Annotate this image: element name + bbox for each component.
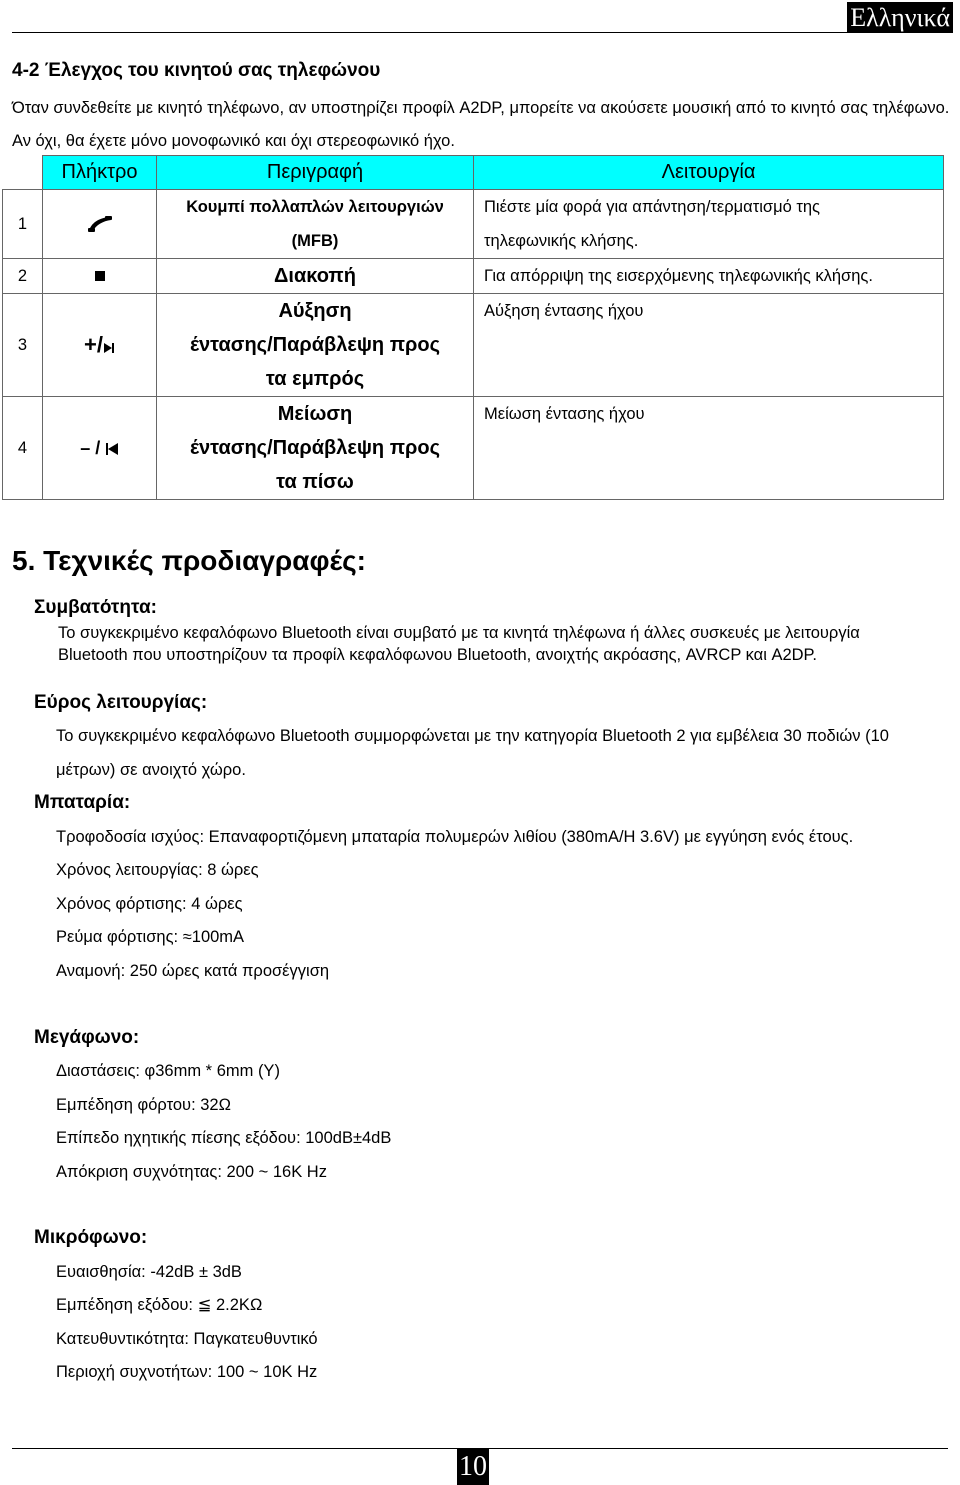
speaker-label: Μεγάφωνο: [34,1027,140,1048]
mic-item: Ευαισθησία: -42dB ± 3dB [56,1263,242,1281]
page-number: 10 [457,1449,489,1485]
row-description-line: Κουμπί πολλαπλών λειτουργιών [186,198,444,216]
section-intro: Όταν συνδεθείτε με κινητό τηλέφωνο, αν υποστηρίζει προφίλ A2DP, μπορείτε να ακούσετε μουσική από το κινητό σας τηλέφωνο. Αν όχι, θα έχετε μόνο μονοφωνικό και όχι στερεοφωνικό ήχο. [12,99,950,150]
row-description-line: (MFB) [291,232,339,250]
battery-item: Χρόνος φόρτισης: 4 ώρες [56,895,243,913]
mic-item: Περιοχή συχνοτήτων: 100 ~ 10K Hz [56,1363,318,1381]
battery-item: Τροφοδοσία ισχύος: Επαναφορτιζόμενη μπαταρία πολυμερών λιθίου (380mA/H 3.6V) με εγγύηση ενός έτους. [56,828,854,846]
range-text: Το συγκεκριμένο κεφαλόφωνο Bluetooth συμμορφώνεται με την κατηγορία Bluetooth 2 για εμβέλεια 30 ποδιών (10 μέτρων) σε ανοιχτό χώρο. [56,727,889,779]
speaker-item: Εμπέδηση φόρτου: 32Ω [56,1096,231,1114]
row-function-line: Πιέστε μία φορά για απάντηση/τερματισμό της [484,198,821,216]
range-label: Εύρος λειτουργίας: [34,692,208,713]
skip-forward-icon [103,338,115,356]
row-icon-text: +/ [84,332,103,357]
table-header-blank [3,156,43,190]
battery-label: Μπαταρία: [34,792,131,813]
section-title: 4-2 Έλεγχος του κινητού σας τηλεφώνου [12,60,381,81]
row-number: 3 [3,294,43,397]
row-number: 2 [3,259,43,294]
table-row [3,190,944,259]
skip-back-icon [105,440,119,458]
stop-square-icon [94,267,106,285]
table-row [3,397,944,500]
header-description: Περιγραφή [157,156,474,190]
header-function: Λειτουργία [474,156,944,190]
row-number: 1 [3,190,43,259]
compat-label: Συμβατότητα: [34,597,157,618]
table-row [3,259,944,294]
table-row [3,294,944,397]
table-header-row [3,156,944,190]
phone-handset-icon [87,215,113,233]
row-description-line: έντασης/Παράβλεψη προς [189,334,441,356]
header-rule [12,32,948,33]
row-description-line: έντασης/Παράβλεψη προς [189,437,441,459]
row-number: 4 [3,397,43,500]
speaker-item: Απόκριση συχνότητας: 200 ~ 16K Hz [56,1163,327,1181]
row-description-line: Αύξηση [278,300,352,322]
row-function-line: Για απόρριψη της εισερχόμενης τηλεφωνικής κλήσης. [484,267,873,285]
row-function-line: Αύξηση έντασης ήχου [484,302,644,320]
battery-item: Αναμονή: 250 ώρες κατά προσέγγιση [56,962,330,980]
row-description-line: τα πίσω [276,471,354,493]
battery-item: Χρόνος λειτουργίας: 8 ώρες [56,861,259,879]
specs-title: 5. Τεχνικές προδιαγραφές: [12,545,366,576]
row-icon-text: – / [80,437,101,458]
compat-text: Το συγκεκριμένο κεφαλόφωνο Bluetooth είναι συμβατό με τα κινητά τηλέφωνα ή άλλες συσκευές με λειτουργία [58,624,860,642]
mic-item: Κατευθυντικότητα: Παγκατευθυντικό [56,1330,318,1348]
language-tag: Ελληνικά [847,2,953,33]
controls-table [2,155,944,500]
battery-item: Ρεύμα φόρτισης: ≈100mA [56,928,245,946]
header-key: Πλήκτρο [43,156,157,190]
row-description-line: Διακοπή [157,259,474,294]
speaker-item: Επίπεδο ηχητικής πίεσης εξόδου: 100dB±4dB [56,1129,392,1147]
row-description-line: Μείωση [277,403,353,425]
row-function-line: Μείωση έντασης ήχου [484,405,645,423]
mic-item: Εμπέδηση εξόδου: ≦ 2.2ΚΩ [56,1296,263,1314]
row-description-line: τα εμπρός [265,368,365,390]
compat-text: Bluetooth που υποστηρίζουν τα προφίλ κεφαλόφωνου Bluetooth, ανοιχτής ακρόασης, AVRCP και A2DP. [58,646,818,664]
row-function-line: τηλεφωνικής κλήσης. [484,232,639,250]
speaker-item: Διαστάσεις: φ36mm * 6mm (Y) [56,1062,280,1080]
mic-label: Μικρόφωνο: [34,1227,148,1248]
